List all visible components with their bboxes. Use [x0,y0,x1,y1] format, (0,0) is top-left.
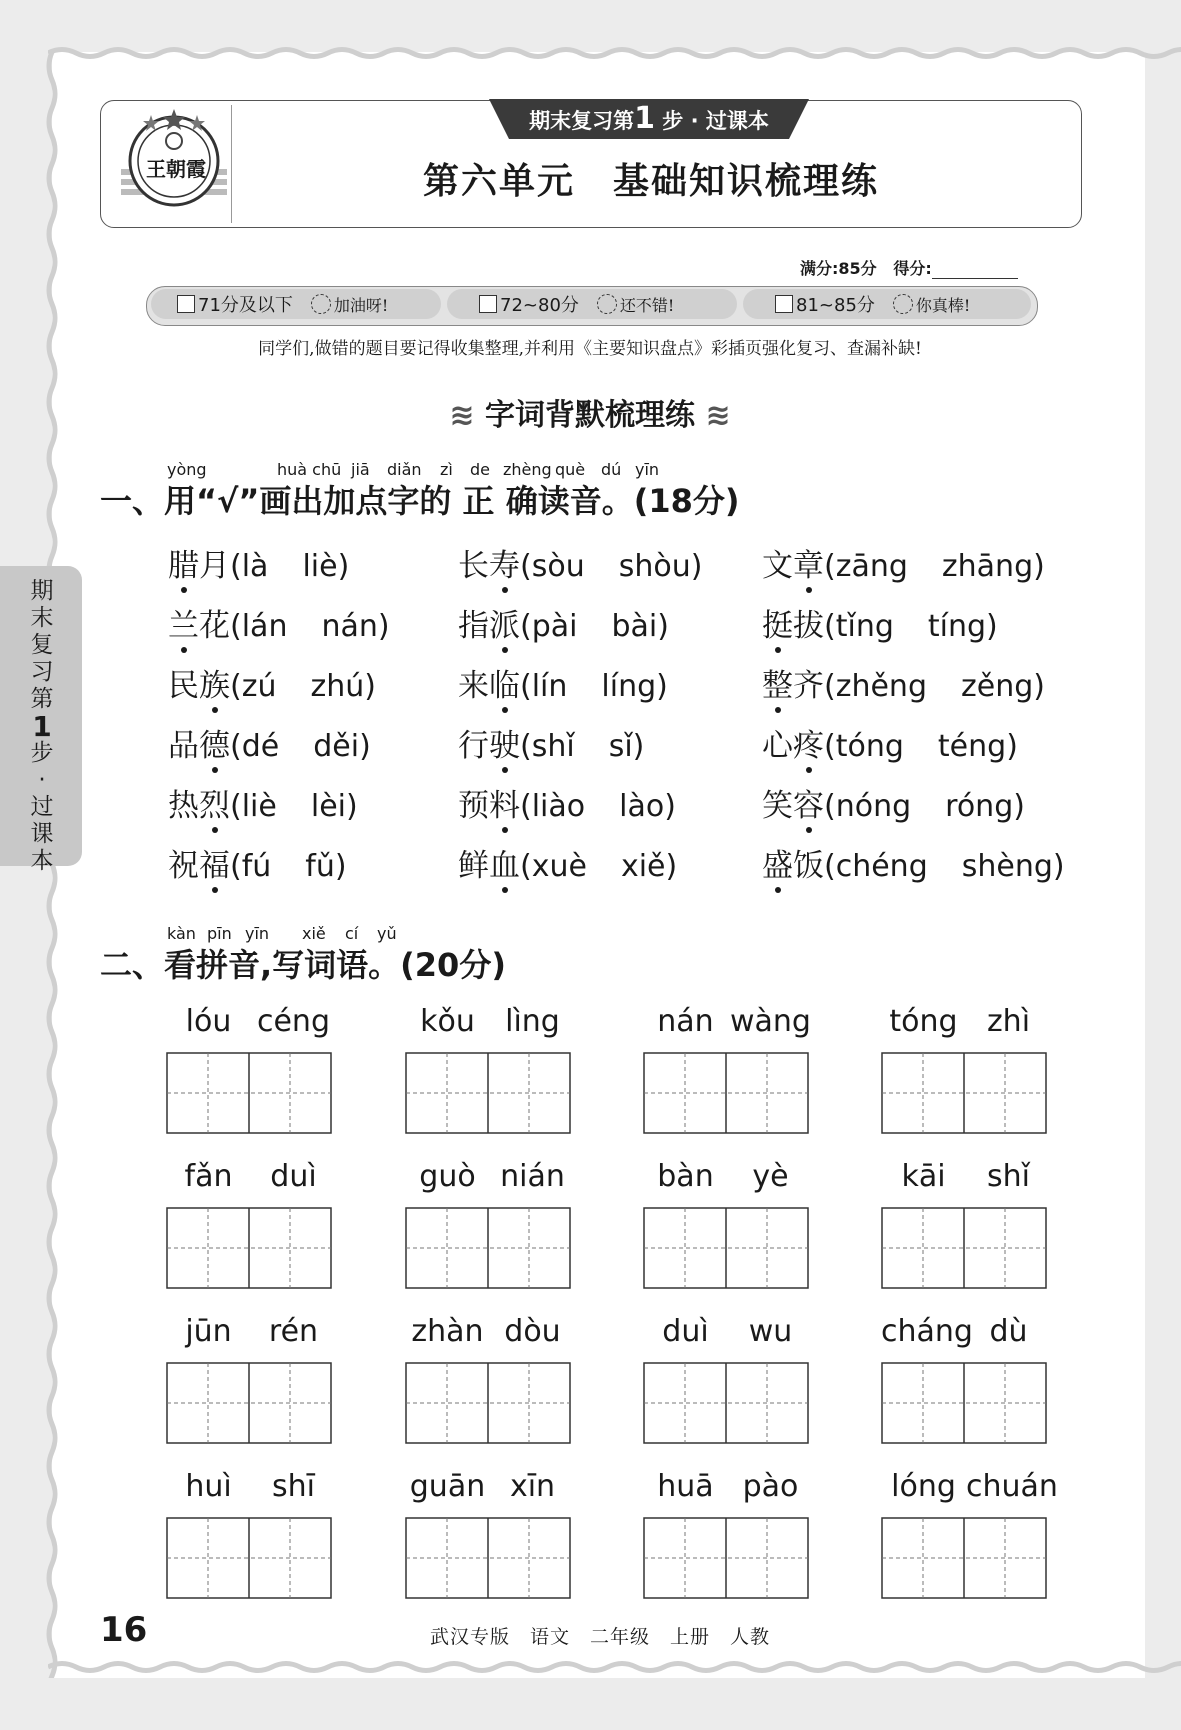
character: 花 [199,608,230,644]
paren-open: ( [824,789,836,824]
rating-range-3: 81~85分 [796,295,875,316]
character: 饭 [793,848,824,884]
pinyin-syllable: dòu [504,1314,561,1349]
reading-option[interactable]: lào [619,789,665,824]
character: 长 [458,548,489,584]
reading-option[interactable]: zāng [835,549,908,584]
banner-suffix: 步 · 过课本 [662,109,769,133]
tianzige-boxes[interactable] [166,1362,332,1444]
pinyin-hint: què [555,460,586,479]
reading-option[interactable]: liè [302,549,338,584]
reading-option[interactable]: zěng [961,669,1034,704]
word-pinyin [881,1159,1051,1199]
character: 预 [458,788,489,824]
tianzige-boxes[interactable] [643,1362,809,1444]
word-pinyin [405,1469,575,1509]
page-title: 第六单元 基础知识梳理练 [422,161,879,202]
logo-text: 王朝霞 [146,157,206,181]
character: 月 [199,548,230,584]
paren-close: ) [665,849,678,884]
reading-option[interactable]: shèng [961,849,1053,884]
paren-close: ) [1013,789,1025,824]
side-tab-char: 期 [30,578,54,604]
reading-option[interactable]: líng [601,669,657,704]
pinyin-syllable: wàng [730,1004,811,1039]
word-pinyin [881,1314,1051,1354]
pinyin-hint: jiā [351,460,370,479]
q1-item [168,720,371,765]
banner-prefix: 期末复习第 [529,109,635,133]
pinyin-syllable: duì [662,1314,709,1349]
banner-number: 1 [634,101,655,136]
paren-open: ( [230,609,242,644]
reading-option[interactable]: lán [241,609,288,644]
tianzige-boxes[interactable] [881,1517,1047,1599]
paren-open: ( [824,849,836,884]
pinyin-syllable: céng [256,1004,330,1039]
reading-option[interactable]: tíng [927,609,987,644]
q2-title: 二、看拼音,写词语。(20分) [100,946,506,984]
dotted-character: 派 [489,600,520,645]
score-input-blank[interactable] [932,262,1018,279]
banner-text [489,99,809,139]
tianzige-boxes[interactable] [643,1517,809,1599]
reading-option[interactable]: là [241,549,269,584]
dotted-character: 整 [762,660,793,705]
pinyin-hint: xiě [302,924,326,943]
dotted-character: 德 [199,720,230,765]
paren-close: ) [334,849,347,884]
side-tab-char: 1 [32,710,52,743]
word-pinyin [405,1159,575,1199]
dotted-character: 烈 [199,780,230,825]
word-pinyin [881,1004,1051,1044]
paren-close: ) [664,789,676,824]
q1-title: 一、用“√”画出加点字的 正 确读音。(18分) [100,482,740,520]
paren-open: ( [520,669,532,704]
rating-message-1: 加油呀! [333,296,389,315]
paren-close: ) [1033,549,1045,584]
pinyin-syllable: huā [657,1469,714,1504]
pinyin-syllable: shī [272,1469,315,1504]
paren-open: ( [230,849,242,884]
pinyin-syllable: jūn [185,1314,232,1349]
q1-item [762,600,998,645]
notice-text: 同学们,做错的题目要记得收集整理,并利用《主要知识盘点》彩插页强化复习、查漏补缺! [258,339,922,359]
page-number: 16 [100,1610,148,1650]
rating-item-2 [479,292,674,320]
paren-close: ) [690,549,703,584]
reading-option[interactable]: téng [937,729,1007,764]
rating-checkbox-1[interactable] [177,295,195,313]
pinyin-syllable: kāi [901,1159,946,1194]
dotted-character: 临 [489,660,520,705]
pinyin-syllable: rén [268,1314,319,1349]
reading-option[interactable]: zhāng [941,549,1034,584]
reading-option[interactable]: liào [531,789,586,824]
q1-item [168,660,376,705]
paren-open: ( [824,549,836,584]
reading-option[interactable]: zhěng [835,669,927,704]
q1-item [168,540,349,585]
pinyin-syllable: nián [500,1159,565,1194]
word-pinyin [166,1004,336,1044]
pinyin-hint: cí [345,924,359,943]
q1-item [168,780,358,825]
reading-option[interactable]: fǔ [305,849,335,884]
reading-option[interactable]: zhú [310,669,365,704]
pinyin-hint: de [470,460,490,479]
character: 指 [458,608,489,644]
rating-message-2: 还不错! [619,296,675,315]
word-pinyin [405,1004,575,1044]
pinyin-hint: dú [601,460,622,479]
face-icon [893,294,913,314]
q1-item [762,540,1045,585]
pinyin-syllable: bàn [657,1159,714,1194]
dotted-character: 容 [793,780,824,825]
tianzige-boxes[interactable] [643,1207,809,1289]
pinyin-syllable: guò [419,1159,476,1194]
paren-close: ) [1033,669,1045,704]
rating-item-1 [177,292,388,320]
dotted-character: 驶 [489,720,520,765]
paren-close: ) [986,609,998,644]
score-label: 得分: [893,259,932,278]
reading-option[interactable]: róng [945,789,1014,824]
reading-option[interactable]: xiě [620,849,666,884]
q1-item [458,840,677,885]
full-score-label: 满分:85分 [800,259,877,278]
reading-option[interactable]: nán [321,609,378,644]
paren-open: ( [520,849,532,884]
pinyin-syllable: xīn [509,1469,556,1504]
tianzige-boxes[interactable] [881,1362,1047,1444]
pinyin-hint: huà chū [277,460,342,479]
dotted-character: 挺 [762,600,793,645]
section-title [300,390,880,434]
q1-item [762,780,1025,825]
pinyin-syllable: lìng [505,1004,560,1039]
dotted-character: 腊 [168,540,199,585]
pinyin-syllable: nán [657,1004,714,1039]
paren-close: ) [657,609,669,644]
rating-checkbox-3[interactable] [775,295,793,313]
side-tab-text [22,578,62,875]
reading-option[interactable]: xuè [531,849,587,884]
word-pinyin [643,1469,813,1509]
dotted-character: 疼 [793,720,824,765]
pinyin-syllable: lóu [185,1004,232,1039]
tianzige-boxes[interactable] [643,1052,809,1134]
q1-item [762,840,1065,885]
pinyin-syllable: wu [748,1314,793,1349]
dotted-character: 寿 [489,540,520,585]
wavy-border-top [48,42,1181,64]
wave-icon: ≋ [705,398,731,433]
pinyin-syllable: dù [989,1314,1028,1349]
pinyin-syllable: zhì [986,1004,1031,1039]
word-pinyin [166,1314,336,1354]
pinyin-syllable: chuán [966,1469,1058,1504]
q1-item [458,660,668,705]
paren-close: ) [1006,729,1018,764]
pinyin-syllable: lóng [891,1469,956,1504]
paren-open: ( [520,549,532,584]
paren-close: ) [337,549,350,584]
reading-option[interactable]: bài [611,609,658,644]
tianzige-boxes[interactable] [881,1052,1047,1134]
paren-close: ) [1052,849,1065,884]
paren-close: ) [377,609,390,644]
reading-option[interactable]: tǐng [835,609,894,644]
paren-close: ) [656,669,668,704]
reading-option[interactable]: shǐ [531,729,575,764]
rating-message-3: 你真棒! [915,296,971,315]
pinyin-syllable: yè [752,1159,789,1194]
paren-open: ( [824,729,836,764]
tianzige-boxes[interactable] [405,1517,571,1599]
reading-option[interactable]: pài [531,609,578,644]
word-pinyin [643,1314,813,1354]
reading-option[interactable]: chéng [835,849,928,884]
q1-item [458,600,669,645]
character: 祝 [168,848,199,884]
paren-close: ) [632,729,645,764]
reading-option[interactable]: lèi [310,789,346,824]
dotted-character: 盛 [762,840,793,885]
dotted-character: 兰 [168,600,199,645]
reading-option[interactable]: dé [241,729,280,764]
pinyin-syllable: fǎn [184,1159,233,1194]
paren-open: ( [230,729,242,764]
logo-divider [231,105,232,223]
pinyin-syllable: kǒu [420,1004,475,1039]
section-title-text: 字词背默梳理练 [485,398,695,433]
tianzige-boxes[interactable] [166,1052,332,1134]
pinyin-syllable: tóng [889,1004,958,1039]
pinyin-hint: yīn [245,924,270,943]
paren-close: ) [364,669,376,704]
paren-open: ( [230,549,242,584]
pinyin-hint: pīn [207,924,232,943]
character: 行 [458,728,489,764]
header-box [100,100,1082,228]
word-pinyin [166,1469,336,1509]
reading-option[interactable]: lín [531,669,568,704]
pinyin-hint: zì [440,460,453,479]
reading-option[interactable]: zú [241,669,277,704]
pinyin-syllable: huì [185,1469,232,1504]
q1-item [762,720,1018,765]
pinyin-syllable: pào [742,1469,799,1504]
character: 热 [168,788,199,824]
reading-option[interactable]: liè [241,789,277,824]
side-tab-char: 课 [30,821,54,847]
rating-range-1: 71分及以下 [198,295,293,316]
dotted-character: 章 [793,540,824,585]
q1-item [458,780,676,825]
reading-option[interactable]: děi [313,729,360,764]
dotted-character: 血 [489,840,520,885]
paren-open: ( [824,609,836,644]
rating-checkbox-2[interactable] [479,295,497,313]
dotted-character: 福 [199,840,230,885]
side-tab-char: 步 [30,740,54,766]
q1-item [762,660,1045,705]
tianzige-boxes[interactable] [166,1517,332,1599]
rating-item-3 [775,292,970,320]
paren-open: ( [824,669,836,704]
side-tab-char: 复 [30,632,54,658]
reading-option[interactable]: sòu [531,549,585,584]
face-icon [311,294,331,314]
character: 品 [168,728,199,764]
side-tab-char: 本 [30,848,54,874]
pinyin-hint: yǔ [377,924,397,943]
pinyin-syllable: zhàn [411,1314,484,1349]
word-pinyin [881,1469,1058,1509]
side-tab-char: · [38,767,46,793]
character: 民 [168,668,199,704]
pinyin-syllable: guān [409,1469,486,1504]
pinyin-hint: diǎn [387,460,422,479]
rating-range-2: 72~80分 [500,295,579,316]
reading-option[interactable]: shòu [618,549,691,584]
character: 齐 [793,668,824,704]
rating-bar [146,286,1038,326]
paren-open: ( [230,789,242,824]
reading-option[interactable]: fú [241,849,272,884]
paren-open: ( [230,669,242,704]
wavy-border-bottom [48,1656,1181,1678]
dotted-character: 料 [489,780,520,825]
score-line [800,256,1018,279]
character: 来 [458,668,489,704]
pinyin-hint: kàn [167,924,196,943]
q1-item [168,600,390,645]
wave-icon: ≋ [449,398,475,433]
pinyin-syllable: duì [270,1159,317,1194]
reading-option[interactable]: tóng [835,729,904,764]
reading-option[interactable]: sǐ [608,729,633,764]
tianzige-boxes[interactable] [166,1207,332,1289]
paren-close: ) [346,789,358,824]
side-tab-char: 末 [30,605,54,631]
paren-open: ( [520,729,532,764]
pinyin-hint: yòng [167,460,207,479]
q1-item [168,840,347,885]
paren-open: ( [520,609,532,644]
q1-item [458,720,644,765]
pinyin-syllable: cháng [881,1314,973,1349]
tianzige-boxes[interactable] [881,1207,1047,1289]
reading-option[interactable]: nóng [835,789,912,824]
tianzige-boxes[interactable] [405,1362,571,1444]
footer-info: 武汉专版 语文 二年级 上册 人教 [429,1626,770,1648]
q1-item [458,540,702,585]
pinyin-hint: yīn [635,460,660,479]
side-tab-char: 习 [30,659,54,685]
side-tab-char: 第 [30,686,54,712]
word-pinyin [405,1314,575,1354]
paren-open: ( [520,789,532,824]
word-pinyin [643,1004,813,1044]
character: 文 [762,548,793,584]
word-pinyin [643,1159,813,1199]
character: 拔 [793,608,824,644]
pinyin-syllable: shǐ [987,1159,1030,1194]
paren-close: ) [359,729,371,764]
dotted-character: 族 [199,660,230,705]
pinyin-hint: zhèng [503,460,552,479]
face-icon [597,294,617,314]
side-tab-char: 过 [30,794,54,820]
tianzige-boxes[interactable] [405,1207,571,1289]
word-pinyin [166,1159,336,1199]
character: 心 [762,728,793,764]
character: 鲜 [458,848,489,884]
character: 笑 [762,788,793,824]
tianzige-boxes[interactable] [405,1052,571,1134]
